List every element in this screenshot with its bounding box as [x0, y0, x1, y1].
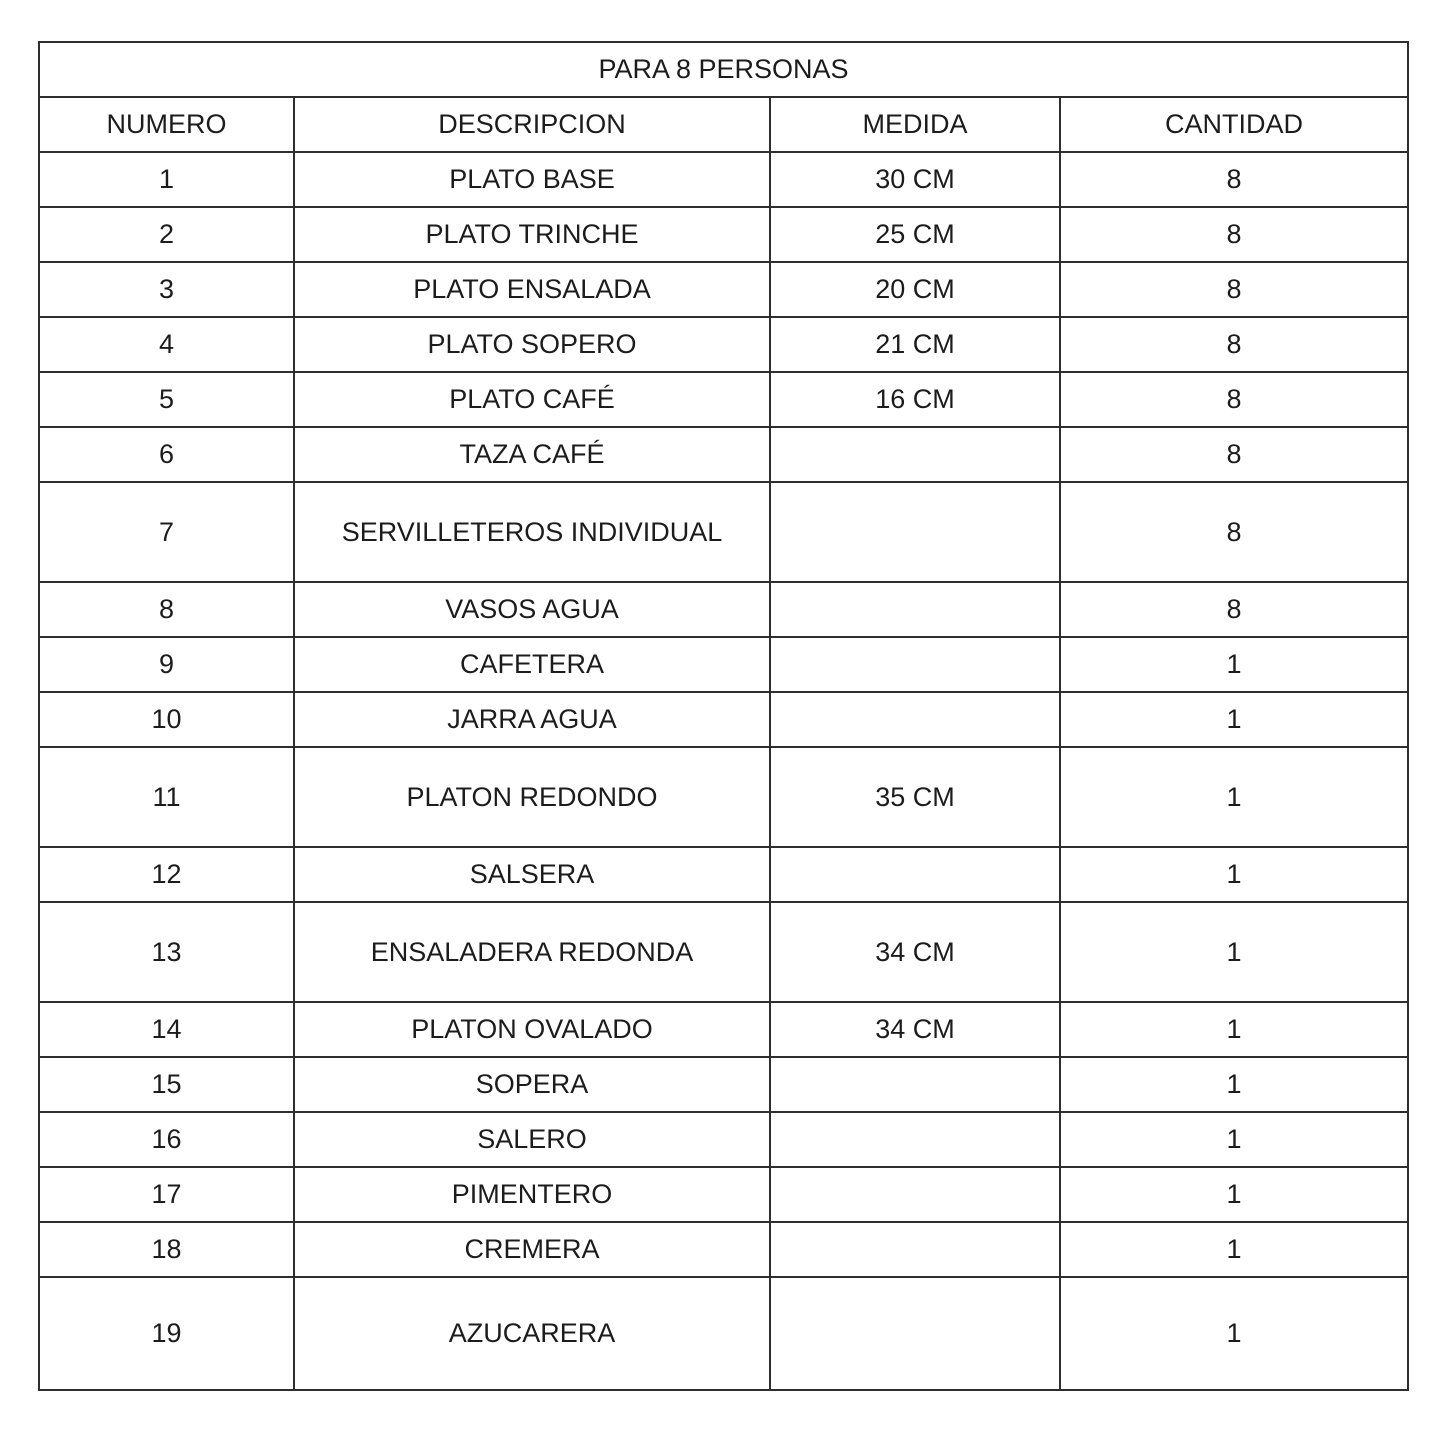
table-row: [39, 1057, 1408, 1112]
cell-cantidad: 8: [1060, 427, 1408, 482]
cell-cantidad: 1: [1060, 1167, 1408, 1222]
table-row: [39, 1002, 1408, 1057]
cell-numero: 19: [39, 1277, 294, 1390]
cell-numero: 11: [39, 747, 294, 847]
cell-descripcion: VASOS AGUA: [294, 582, 770, 637]
cell-numero: 9: [39, 637, 294, 692]
cell-cantidad: 8: [1060, 262, 1408, 317]
cell-descripcion: PLATO TRINCHE: [294, 207, 770, 262]
table-row: [39, 152, 1408, 207]
inventory-table: [38, 41, 1409, 1391]
cell-medida: [770, 692, 1060, 747]
cell-numero: 3: [39, 262, 294, 317]
cell-descripcion: SALERO: [294, 1112, 770, 1167]
cell-descripcion: PLATO BASE: [294, 152, 770, 207]
table-row: [39, 582, 1408, 637]
cell-medida: [770, 582, 1060, 637]
cell-numero: 1: [39, 152, 294, 207]
table-row: [39, 692, 1408, 747]
cell-cantidad: 8: [1060, 372, 1408, 427]
cell-descripcion: SERVILLETEROS INDIVIDUAL: [294, 482, 770, 582]
cell-medida: 16 CM: [770, 372, 1060, 427]
cell-cantidad: 1: [1060, 692, 1408, 747]
cell-medida: [770, 1112, 1060, 1167]
table-row: [39, 427, 1408, 482]
table-row: [39, 317, 1408, 372]
cell-numero: 14: [39, 1002, 294, 1057]
cell-cantidad: 8: [1060, 152, 1408, 207]
cell-cantidad: 1: [1060, 1222, 1408, 1277]
column-header-row: [39, 97, 1408, 152]
cell-medida: 35 CM: [770, 747, 1060, 847]
cell-numero: 13: [39, 902, 294, 1002]
column-header-medida: MEDIDA: [770, 97, 1060, 152]
table-row: [39, 262, 1408, 317]
column-header-numero: NUMERO: [39, 97, 294, 152]
cell-cantidad: 1: [1060, 1002, 1408, 1057]
cell-descripcion: SOPERA: [294, 1057, 770, 1112]
table-row: [39, 482, 1408, 582]
cell-medida: [770, 1222, 1060, 1277]
cell-numero: 4: [39, 317, 294, 372]
cell-numero: 5: [39, 372, 294, 427]
table-row: [39, 902, 1408, 1002]
cell-cantidad: 1: [1060, 1277, 1408, 1390]
cell-cantidad: 8: [1060, 207, 1408, 262]
cell-descripcion: PLATO ENSALADA: [294, 262, 770, 317]
cell-cantidad: 1: [1060, 747, 1408, 847]
column-header-descripcion: DESCRIPCION: [294, 97, 770, 152]
cell-medida: 21 CM: [770, 317, 1060, 372]
cell-medida: [770, 847, 1060, 902]
cell-descripcion: AZUCARERA: [294, 1277, 770, 1390]
cell-cantidad: 1: [1060, 637, 1408, 692]
cell-medida: 30 CM: [770, 152, 1060, 207]
cell-descripcion: PLATO SOPERO: [294, 317, 770, 372]
cell-cantidad: 1: [1060, 1112, 1408, 1167]
cell-cantidad: 8: [1060, 317, 1408, 372]
cell-medida: 25 CM: [770, 207, 1060, 262]
cell-cantidad: 8: [1060, 582, 1408, 637]
cell-numero: 8: [39, 582, 294, 637]
cell-descripcion: ENSALADERA REDONDA: [294, 902, 770, 1002]
cell-numero: 7: [39, 482, 294, 582]
table-body: [39, 152, 1408, 1390]
cell-numero: 10: [39, 692, 294, 747]
cell-descripcion: PIMENTERO: [294, 1167, 770, 1222]
cell-cantidad: 1: [1060, 847, 1408, 902]
cell-descripcion: TAZA CAFÉ: [294, 427, 770, 482]
cell-cantidad: 1: [1060, 902, 1408, 1002]
table-row: [39, 747, 1408, 847]
column-header-cantidad: CANTIDAD: [1060, 97, 1408, 152]
cell-medida: [770, 1167, 1060, 1222]
cell-medida: [770, 482, 1060, 582]
table-row: [39, 207, 1408, 262]
cell-numero: 17: [39, 1167, 294, 1222]
cell-descripcion: SALSERA: [294, 847, 770, 902]
cell-medida: [770, 1057, 1060, 1112]
table-row: [39, 372, 1408, 427]
table-row: [39, 637, 1408, 692]
cell-cantidad: 1: [1060, 1057, 1408, 1112]
cell-descripcion: CAFETERA: [294, 637, 770, 692]
cell-descripcion: JARRA AGUA: [294, 692, 770, 747]
cell-medida: 34 CM: [770, 902, 1060, 1002]
cell-medida: [770, 637, 1060, 692]
cell-descripcion: PLATON REDONDO: [294, 747, 770, 847]
cell-numero: 15: [39, 1057, 294, 1112]
cell-descripcion: CREMERA: [294, 1222, 770, 1277]
cell-numero: 12: [39, 847, 294, 902]
table-row: [39, 1112, 1408, 1167]
cell-numero: 6: [39, 427, 294, 482]
title-row: [39, 42, 1408, 97]
table-row: [39, 1277, 1408, 1390]
table-row: [39, 847, 1408, 902]
cell-numero: 18: [39, 1222, 294, 1277]
cell-medida: [770, 427, 1060, 482]
table-title: PARA 8 PERSONAS: [39, 42, 1408, 97]
table-row: [39, 1167, 1408, 1222]
cell-numero: 2: [39, 207, 294, 262]
cell-medida: [770, 1277, 1060, 1390]
cell-descripcion: PLATON OVALADO: [294, 1002, 770, 1057]
cell-medida: 20 CM: [770, 262, 1060, 317]
cell-numero: 16: [39, 1112, 294, 1167]
cell-cantidad: 8: [1060, 482, 1408, 582]
cell-descripcion: PLATO CAFÉ: [294, 372, 770, 427]
table-row: [39, 1222, 1408, 1277]
cell-medida: 34 CM: [770, 1002, 1060, 1057]
